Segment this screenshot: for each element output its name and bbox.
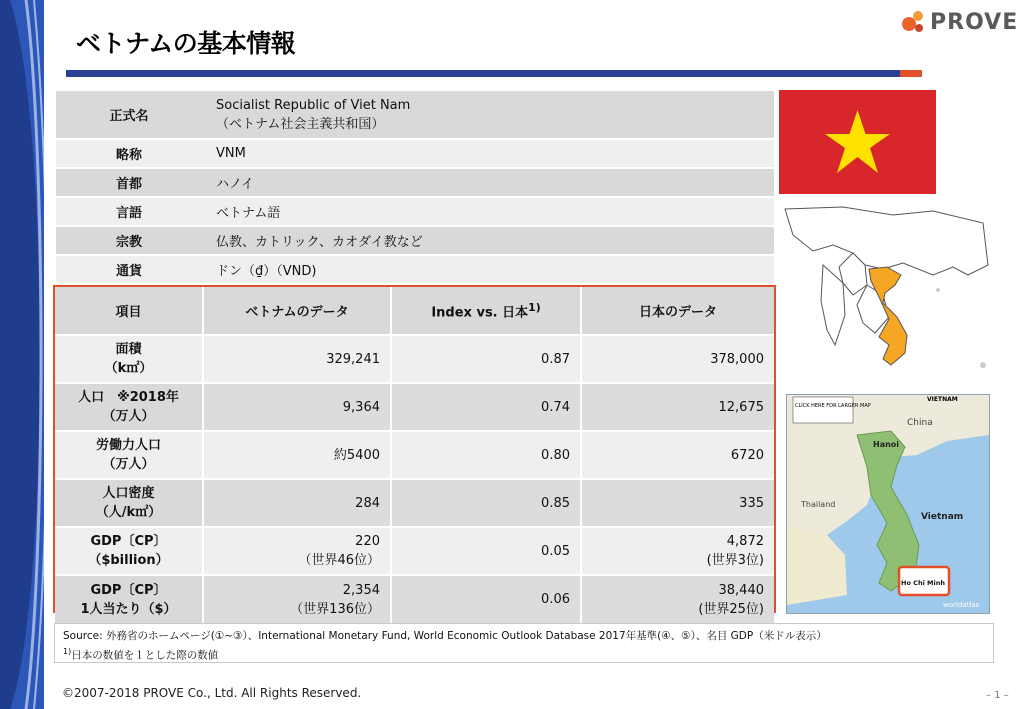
table-row bbox=[55, 431, 774, 479]
row-label bbox=[55, 575, 203, 623]
vietnam-value bbox=[203, 335, 391, 383]
basic-info-table bbox=[56, 91, 774, 285]
vietnam-flag bbox=[779, 90, 936, 194]
value-line: (世界25位) bbox=[698, 601, 764, 617]
info-row bbox=[56, 91, 774, 139]
header-item: 項目 bbox=[55, 287, 203, 335]
copyright: ©2007-2018 PROVE Co., Ltd. All Rights Reserved. bbox=[62, 686, 362, 700]
value-line: （世界46位） bbox=[298, 553, 380, 568]
source-note bbox=[54, 623, 994, 663]
value-line: 2,354 bbox=[342, 582, 380, 598]
index-value: 0.74 bbox=[391, 383, 581, 431]
header-index bbox=[391, 287, 581, 335]
map-label-thailand: Thailand bbox=[801, 500, 836, 509]
page-number: – 1 – bbox=[986, 690, 1009, 701]
row-label-line: （人/k㎡） bbox=[95, 505, 162, 520]
prove-logo-text: PROVE bbox=[930, 10, 1019, 35]
row-label-line: （万人） bbox=[102, 409, 155, 424]
value-line: 220 bbox=[355, 534, 380, 549]
table-row bbox=[55, 575, 774, 623]
map-label-hcm: Ho Chi Minh bbox=[901, 579, 946, 587]
japan-value bbox=[581, 335, 774, 383]
vietnam-detail-map bbox=[786, 394, 990, 614]
flag-star-icon bbox=[779, 90, 936, 194]
map-header-label: VIETNAM bbox=[927, 396, 958, 403]
prove-logo-icon bbox=[898, 8, 932, 38]
vietnam-value bbox=[203, 575, 391, 623]
table-row bbox=[55, 479, 774, 527]
value-line: 9,364 bbox=[342, 399, 380, 415]
info-value: VNM bbox=[202, 139, 774, 168]
row-label-line: 人口密度 bbox=[102, 486, 155, 501]
info-key: 宗教 bbox=[56, 226, 202, 255]
info-key: 通貨 bbox=[56, 255, 202, 284]
row-label bbox=[55, 383, 203, 431]
value-line: （世界136位） bbox=[290, 601, 380, 617]
header-index-sup: 1) bbox=[528, 300, 541, 314]
header-vietnam: ベトナムのデータ bbox=[203, 287, 391, 335]
value-line: 約5400 bbox=[333, 447, 380, 463]
info-row bbox=[56, 139, 774, 168]
header-index-text: Index vs. 日本 bbox=[431, 305, 529, 321]
value-line: 335 bbox=[739, 495, 764, 511]
row-label-line: （万人） bbox=[102, 457, 155, 472]
value-line: 329,241 bbox=[326, 351, 380, 367]
row-label-line: （$billion） bbox=[88, 553, 169, 568]
map-label-china: China bbox=[907, 418, 933, 428]
info-row bbox=[56, 226, 774, 255]
source-footnote-text: 日本の数値を１とした際の数値 bbox=[71, 649, 219, 662]
vietnam-value bbox=[203, 479, 391, 527]
row-label-line: 労働力人口 bbox=[95, 438, 161, 453]
index-value: 0.85 bbox=[391, 479, 581, 527]
info-value-line: Socialist Republic of Viet Nam bbox=[216, 97, 411, 113]
row-label bbox=[55, 527, 203, 575]
region-map bbox=[783, 205, 993, 385]
info-value-line: （ベトナム社会主義共和国） bbox=[216, 116, 385, 132]
row-label-line: 1人当たり（$） bbox=[80, 601, 177, 617]
info-value: 仏教、カトリック、カオダイ教など bbox=[202, 226, 774, 255]
title-underline-accent bbox=[900, 70, 922, 77]
info-value bbox=[202, 91, 774, 139]
value-line: 284 bbox=[355, 495, 380, 511]
value-line: 4,872 bbox=[726, 534, 764, 549]
worldatlas-logo: worldatlas bbox=[943, 601, 980, 609]
info-value: ベトナム語 bbox=[202, 197, 774, 226]
row-label-line: GDP〔CP〕 bbox=[90, 582, 167, 598]
table-row bbox=[55, 527, 774, 575]
vietnam-value bbox=[203, 383, 391, 431]
table-header-row bbox=[55, 287, 774, 335]
comparison-table-frame bbox=[53, 285, 776, 617]
info-row bbox=[56, 168, 774, 197]
map-label-hanoi: Hanoi bbox=[873, 440, 900, 449]
japan-value bbox=[581, 383, 774, 431]
info-value: ハノイ bbox=[202, 168, 774, 197]
title-underline bbox=[66, 70, 922, 77]
index-value: 0.06 bbox=[391, 575, 581, 623]
table-row bbox=[55, 383, 774, 431]
row-label-line: 面積 bbox=[115, 342, 142, 357]
info-key: 言語 bbox=[56, 197, 202, 226]
value-line: 12,675 bbox=[718, 399, 764, 415]
info-value: ドン（₫）（VND) bbox=[202, 255, 774, 284]
value-line: 38,440 bbox=[718, 582, 764, 598]
table-row bbox=[55, 335, 774, 383]
value-line: 6720 bbox=[730, 447, 764, 463]
row-label-line: GDP〔CP〕 bbox=[90, 534, 167, 549]
japan-value bbox=[581, 575, 774, 623]
value-line: 378,000 bbox=[710, 351, 764, 367]
source-footnote-sup: 1) bbox=[63, 647, 72, 656]
comparison-table bbox=[55, 287, 774, 623]
row-label bbox=[55, 431, 203, 479]
source-footnote bbox=[63, 644, 985, 664]
map-click-label: CLICK HERE FOR LARGER MAP bbox=[795, 403, 871, 409]
vietnam-value bbox=[203, 527, 391, 575]
map-larger-button[interactable] bbox=[793, 397, 853, 423]
info-row bbox=[56, 255, 774, 284]
vietnam-value bbox=[203, 431, 391, 479]
info-key: 首都 bbox=[56, 168, 202, 197]
japan-value bbox=[581, 431, 774, 479]
row-label bbox=[55, 479, 203, 527]
page-title: ベトナムの基本情報 bbox=[76, 29, 296, 58]
info-key: 略称 bbox=[56, 139, 202, 168]
info-row bbox=[56, 197, 774, 226]
index-value: 0.80 bbox=[391, 431, 581, 479]
index-value: 0.87 bbox=[391, 335, 581, 383]
source-line: Source: 外務省のホームページ(①~③）、International Monetary Fund, World Economic Outlook Database 2017年基準(④、⑤）、名目 GDP（米ドル表示） bbox=[63, 630, 827, 642]
left-decorative-band bbox=[0, 0, 44, 709]
japan-value bbox=[581, 527, 774, 575]
row-label-line: （k㎡） bbox=[104, 361, 153, 376]
row-label bbox=[55, 335, 203, 383]
info-key: 正式名 bbox=[56, 91, 202, 139]
header-japan: 日本のデータ bbox=[581, 287, 774, 335]
map-label-vietnam: Vietnam bbox=[921, 512, 964, 522]
japan-value bbox=[581, 479, 774, 527]
index-value: 0.05 bbox=[391, 527, 581, 575]
value-line: (世界3位) bbox=[706, 553, 764, 568]
row-label-line: 人口 ※2018年 bbox=[78, 390, 179, 405]
